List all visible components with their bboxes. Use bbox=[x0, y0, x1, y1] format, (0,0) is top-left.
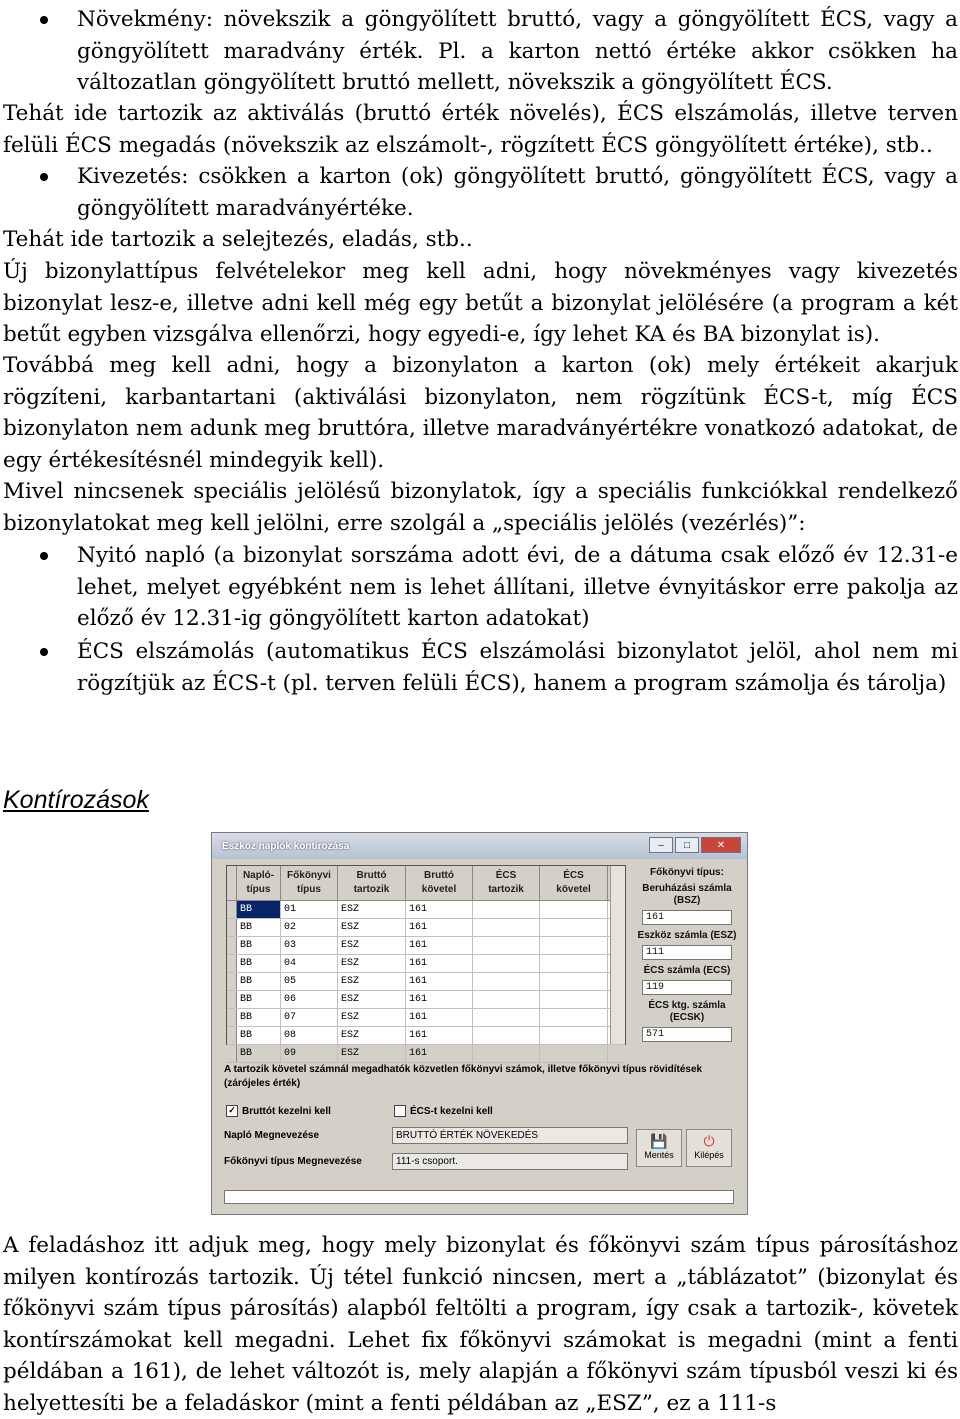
paragraph: Tehát ide tartozik az aktiválás (bruttó érték növelés), ÉCS elszámolás, illetve terven felüli ÉCS megadás (növekszik az elszámolt-, rögzített ÉCS göngyölített értéke), stb.. bbox=[3, 101, 958, 158]
maximize-button[interactable]: □ bbox=[675, 837, 699, 853]
table-cell[interactable] bbox=[540, 1045, 608, 1062]
table-cell[interactable]: 161 bbox=[406, 919, 473, 936]
ecs-field[interactable]: 119 bbox=[642, 980, 732, 995]
kontirozas-dialog bbox=[211, 832, 748, 1215]
bsz-label: Beruházási számla (BSZ) bbox=[642, 883, 732, 906]
table-cell[interactable]: 05 bbox=[281, 973, 338, 990]
brutto-checkbox-label: Bruttót kezelni kell bbox=[242, 1105, 331, 1117]
save-button[interactable] bbox=[636, 1129, 682, 1167]
fokonyvi-tipus-panel bbox=[632, 867, 742, 1047]
esz-field[interactable]: 111 bbox=[642, 945, 732, 960]
table-row[interactable] bbox=[227, 919, 625, 937]
table-cell[interactable]: ESZ bbox=[338, 919, 406, 936]
grid-header bbox=[227, 866, 625, 901]
fokonyvi-megnevezes-label: Főkönyvi típus Megnevezése bbox=[224, 1156, 362, 1167]
table-row[interactable] bbox=[227, 991, 625, 1009]
floppy-icon: 💾 bbox=[650, 1133, 668, 1149]
table-cell[interactable]: 161 bbox=[406, 955, 473, 972]
row-indicator bbox=[227, 1009, 237, 1026]
table-cell[interactable] bbox=[540, 937, 608, 954]
table-cell[interactable]: BB bbox=[237, 1045, 281, 1062]
table-cell[interactable] bbox=[473, 1009, 540, 1026]
table-cell[interactable]: BB bbox=[237, 955, 281, 972]
table-cell[interactable] bbox=[540, 901, 608, 918]
table-cell[interactable]: ESZ bbox=[338, 991, 406, 1008]
table-row[interactable] bbox=[227, 955, 625, 973]
save-button-label: Mentés bbox=[644, 1150, 674, 1160]
table-cell[interactable]: 08 bbox=[281, 1027, 338, 1044]
window-controls bbox=[649, 837, 741, 853]
ecs-checkbox-label: ÉCS-t kezelni kell bbox=[410, 1105, 493, 1117]
table-cell[interactable]: 161 bbox=[406, 901, 473, 918]
table-cell[interactable]: 02 bbox=[281, 919, 338, 936]
fokonyvi-megnevezes-row bbox=[224, 1156, 458, 1167]
table-cell[interactable]: BB bbox=[237, 1027, 281, 1044]
naplo-megnevezes-label: Napló Megnevezése bbox=[224, 1130, 320, 1141]
table-row[interactable] bbox=[227, 937, 625, 955]
bullet-text: Növekmény: növekszik a göngyölített bruttó, vagy a göngyölített ÉCS, vagy a göngyölített maradvány érték. Pl. a karton nettó értéke akkor csökken ha változatlan göngyölített bruttó mellett, növekszik a göngyölített ÉCS. bbox=[77, 7, 958, 95]
table-cell[interactable] bbox=[473, 919, 540, 936]
table-cell[interactable]: 01 bbox=[281, 901, 338, 918]
naplo-megnevezes-field[interactable]: BRUTTÓ ÉRTÉK NÖVEKEDÉS bbox=[392, 1127, 628, 1144]
table-cell[interactable]: 09 bbox=[281, 1045, 338, 1062]
kontirozas-grid[interactable] bbox=[226, 865, 626, 1059]
table-cell[interactable]: 161 bbox=[406, 1027, 473, 1044]
paragraph: Továbbá meg kell adni, hogy a bizonylaton a karton (ok) mely értékeit akarjuk rögzíteni, karbantartani (aktiválási bizonylaton, nem rögzítünk ÉCS-t, míg ÉCS bizonylaton nem adunk meg bruttóra, illetve maradványértékre vonatkozó adatokat, de egy értékesítésnél mindegyik kell). bbox=[3, 353, 958, 473]
table-cell[interactable]: BB bbox=[237, 1009, 281, 1026]
table-row[interactable] bbox=[227, 1045, 625, 1063]
bullet-text: Nyitó napló (a bizonylat sorszáma adott évi, de a dátuma csak előző év 12.31-e lehet, melyet egyébként nem is lehet állítani, illetve évnyitáskor erre pakolja az előző év 12.31-ig göngyölített karton adatokat) bbox=[77, 543, 958, 631]
table-cell[interactable]: BB bbox=[237, 901, 281, 918]
table-cell[interactable]: 161 bbox=[406, 973, 473, 990]
bullet-dot bbox=[40, 552, 48, 560]
dialog-note: A tartozik követel számnál megadhatók közvetlen főkönyvi számok, illetve főkönyvi típus rövidítések (zárójeles érték) bbox=[224, 1064, 703, 1089]
table-cell[interactable] bbox=[473, 973, 540, 990]
table-cell[interactable] bbox=[540, 991, 608, 1008]
bullet-dot bbox=[40, 16, 48, 24]
brutto-checkbox-row[interactable] bbox=[226, 1105, 331, 1117]
table-cell[interactable]: BB bbox=[237, 973, 281, 990]
ecs-label: ÉCS számla (ECS) bbox=[643, 965, 731, 976]
table-cell[interactable] bbox=[540, 973, 608, 990]
row-indicator bbox=[227, 937, 237, 954]
table-cell[interactable]: 161 bbox=[406, 937, 473, 954]
grid-body bbox=[227, 901, 625, 1063]
table-cell[interactable]: 06 bbox=[281, 991, 338, 1008]
paragraph: A feladáshoz itt adjuk meg, hogy mely bizonylat és főkönyvi szám típus párosításhoz milyen kontírozás tartozik. Új tétel funkció nincsen, mert a „táblázatot” (bizonylat és főkönyvi szám típus párosítás) alapból feltölti a program, így csak a tartozik-, követek kontírszámokat kell megadni. Lehet fix főkönyvi számokat is megadni (mint a fenti példában a 161), de lehet változót is, mely alapján a főkönyvi szám típusból veszi ki és helyettesíti be a feladáskor (mint a fenti példában az „ESZ”, ez a 111-s bbox=[3, 1233, 958, 1416]
table-cell[interactable] bbox=[473, 937, 540, 954]
grid-column-header[interactable]: Napló- típus bbox=[237, 866, 281, 900]
table-row[interactable] bbox=[227, 1027, 625, 1045]
table-cell[interactable] bbox=[473, 1027, 540, 1044]
table-cell[interactable] bbox=[473, 991, 540, 1008]
ecsk-label: ÉCS ktg. számla (ECSK) bbox=[648, 1000, 726, 1023]
table-cell[interactable]: 07 bbox=[281, 1009, 338, 1026]
row-indicator bbox=[227, 1045, 237, 1062]
table-cell[interactable]: ESZ bbox=[338, 937, 406, 954]
fokonyvi-megnevezes-field[interactable]: 111-s csoport. bbox=[392, 1153, 628, 1170]
bullet-dot bbox=[40, 648, 48, 656]
bullet-dot bbox=[40, 173, 48, 181]
table-cell[interactable]: ESZ bbox=[338, 901, 406, 918]
table-cell[interactable]: 161 bbox=[406, 1045, 473, 1062]
minimize-button[interactable]: – bbox=[649, 837, 673, 853]
table-cell[interactable] bbox=[540, 919, 608, 936]
table-row[interactable] bbox=[227, 1009, 625, 1027]
exit-button[interactable] bbox=[686, 1129, 732, 1167]
bullet-text: Kivezetés: csökken a karton (ok) göngyölített bruttó, göngyölített ÉCS, vagy a göngyölített maradványértéke. bbox=[77, 164, 958, 221]
bullet-text: ÉCS elszámolás (automatikus ÉCS elszámolási bizonylatot jelöl, ahol nem mi rögzítjük az ÉCS-t (pl. terven felüli ÉCS), hanem a program számolja és tárolja) bbox=[77, 639, 958, 696]
table-cell[interactable]: BB bbox=[237, 991, 281, 1008]
exit-button-label: Kilépés bbox=[694, 1150, 724, 1160]
table-cell[interactable] bbox=[540, 1009, 608, 1026]
ecs-checkbox-row[interactable] bbox=[394, 1105, 493, 1117]
grid-corner bbox=[227, 866, 237, 900]
grid-column-header[interactable]: Bruttó tartozik bbox=[338, 866, 406, 900]
table-cell[interactable] bbox=[473, 901, 540, 918]
ecs-checkbox[interactable] bbox=[394, 1105, 406, 1117]
table-row[interactable] bbox=[227, 973, 625, 991]
esz-label: Eszköz számla (ESZ) bbox=[637, 930, 737, 941]
close-button[interactable]: ✕ bbox=[701, 837, 741, 853]
row-indicator bbox=[227, 901, 237, 918]
row-indicator bbox=[227, 919, 237, 936]
table-cell[interactable]: ESZ bbox=[338, 955, 406, 972]
table-cell[interactable]: 161 bbox=[406, 991, 473, 1008]
section-heading: Kontírozások bbox=[3, 786, 149, 814]
paragraph: Új bizonylattípus felvételekor meg kell adni, hogy növekményes vagy kivezetés bizonylat lesz-e, illetve adni kell még egy betűt a bizonylat jelölésére (a program a két betűt egyben vizsgálva ellenőrzi, hogy egyedi-e, így lehet KA és BA bizonylat is). bbox=[3, 259, 958, 347]
table-cell[interactable]: BB bbox=[237, 937, 281, 954]
table-cell[interactable]: ESZ bbox=[338, 973, 406, 990]
table-cell[interactable] bbox=[473, 1045, 540, 1062]
table-cell[interactable]: 161 bbox=[406, 1009, 473, 1026]
grid-column-header[interactable]: Főkönyvi típus bbox=[281, 866, 338, 900]
status-bar bbox=[224, 1190, 734, 1204]
grid-column-header[interactable]: ÉCS követel bbox=[540, 866, 608, 900]
exit-icon: ⏻ bbox=[703, 1133, 715, 1149]
row-indicator bbox=[227, 1027, 237, 1044]
brutto-checkbox[interactable]: ✓ bbox=[226, 1105, 238, 1117]
row-indicator bbox=[227, 955, 237, 972]
table-cell[interactable]: 04 bbox=[281, 955, 338, 972]
paragraph: Mivel nincsenek speciális jelölésű bizonylatok, így a speciális funkciókkal rendelkező bizonylatokat meg kell jelölni, erre szolgál a „speciális jelölés (vezérlés)”: bbox=[3, 479, 958, 536]
ecsk-field[interactable]: 571 bbox=[642, 1027, 732, 1042]
naplo-megnevezes-row bbox=[224, 1130, 539, 1141]
table-cell[interactable]: BB bbox=[237, 919, 281, 936]
table-cell[interactable]: 03 bbox=[281, 937, 338, 954]
paragraph: Tehát ide tartozik a selejtezés, eladás, stb.. bbox=[3, 227, 473, 252]
table-cell[interactable] bbox=[473, 955, 540, 972]
row-indicator bbox=[227, 991, 237, 1008]
bsz-field[interactable]: 161 bbox=[642, 910, 732, 925]
row-indicator bbox=[227, 973, 237, 990]
grid-column-header[interactable]: Bruttó követel bbox=[406, 866, 473, 900]
grid-column-header[interactable]: ÉCS tartozik bbox=[473, 866, 540, 900]
table-cell[interactable]: ESZ bbox=[338, 1009, 406, 1026]
table-row[interactable] bbox=[227, 901, 625, 919]
table-cell[interactable] bbox=[540, 955, 608, 972]
fokonyvi-tipus-label: Főkönyvi típus: bbox=[650, 867, 724, 878]
grid-scrollbar[interactable] bbox=[610, 866, 625, 1044]
table-cell[interactable] bbox=[540, 1027, 608, 1044]
dialog-title: Eszköz naplók kontírozása bbox=[222, 840, 350, 852]
table-cell[interactable]: ESZ bbox=[338, 1045, 406, 1062]
table-cell[interactable]: ESZ bbox=[338, 1027, 406, 1044]
